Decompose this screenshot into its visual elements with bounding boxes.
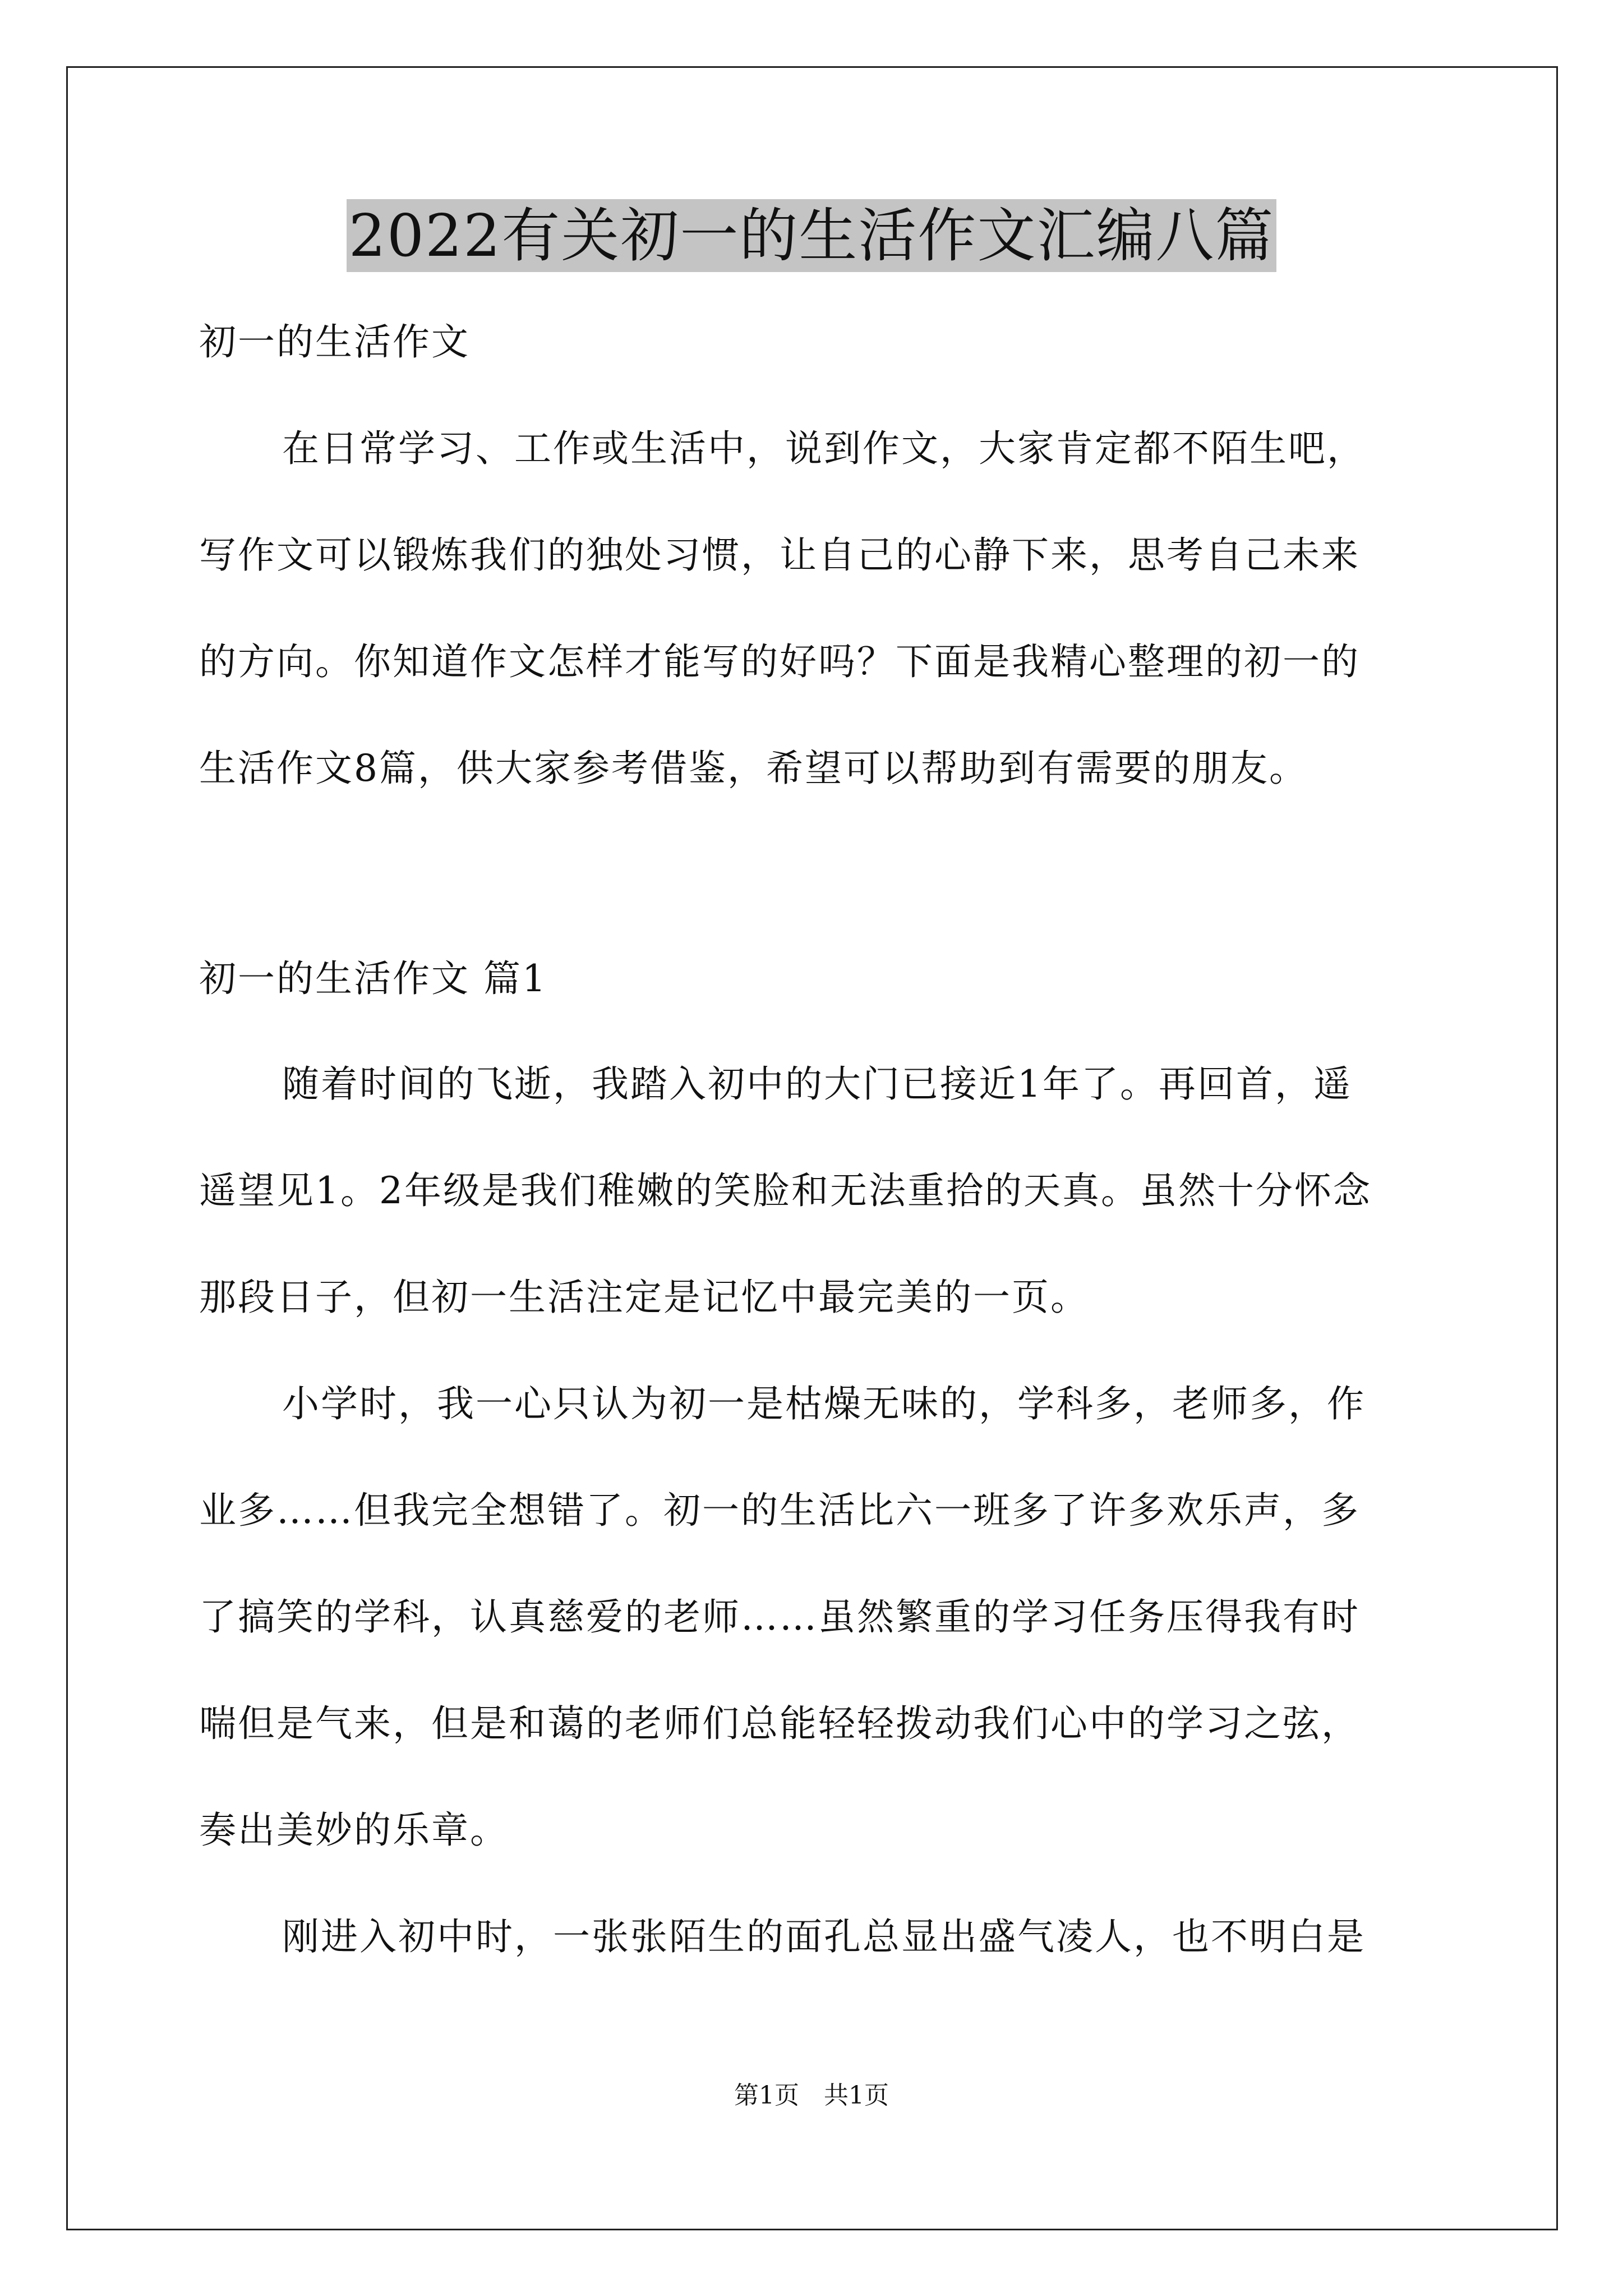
essay-1-p2-line-5: 奏出美妙的乐章。 [199,1809,509,1852]
essay-1-p3-line-1: 刚进入初中时，一张张陌生的面孔总显出盛气凌人，也不明白是 [282,1915,1366,1958]
essay-1-heading: 初一的生活作文 篇1 [199,957,547,1000]
title-container [0,199,1623,272]
intro-line-4: 生活作文8篇，供大家参考借鉴，希望可以帮助到有需要的朋友。 [199,747,1308,790]
essay-1-p2-line-4: 喘但是气来，但是和蔼的老师们总能轻轻拨动我们心中的学习之弦， [199,1702,1360,1745]
essay-1-p1-line-3: 那段日子，但初一生活注定是记忆中最完美的一页。 [199,1276,1089,1319]
intro-line-3: 的方向。你知道作文怎样才能写的好吗？下面是我精心整理的初一的 [199,640,1360,683]
intro-line-1: 在日常学习、工作或生活中，说到作文，大家肯定都不陌生吧， [282,427,1366,470]
essay-1-p2-line-1: 小学时，我一心只认为初一是枯燥无味的，学科多，老师多，作 [282,1382,1366,1425]
page-border [66,66,1558,2230]
essay-1-p2-line-2: 业多……但我完全想错了。初一的生活比六一班多了许多欢乐声，多 [199,1489,1360,1532]
intro-line-2: 写作文可以锻炼我们的独处习惯，让自己的心静下来，思考自己未来 [199,533,1360,577]
essay-1-p1-line-1: 随着时间的飞逝，我踏入初中的大门已接近1年了。再回首，遥 [282,1062,1352,1106]
essay-1-p2-line-3: 了搞笑的学科，认真慈爱的老师……虽然繁重的学习任务压得我有时 [199,1595,1360,1639]
page-number-footer: 第1页 共1页 [734,2081,889,2110]
document-title: 2022有关初一的生活作文汇编八篇 [347,199,1277,272]
essay-1-p1-line-2: 遥望见1。2年级是我们稚嫩的笑脸和无法重拾的天真。虽然十分怀念 [199,1169,1372,1212]
section-heading: 初一的生活作文 [199,320,470,364]
